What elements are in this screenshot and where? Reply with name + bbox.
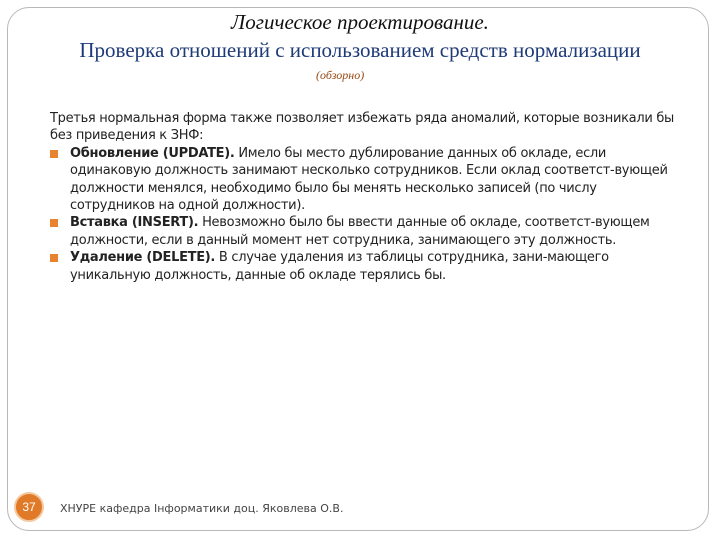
bullet-term: Обновление (UPDATE). (70, 145, 235, 161)
bullet-text: В случае удаления из таблицы сотрудника, зани-мающего уникальную должность, данные об окладе терялись бы. (70, 250, 609, 283)
footer-text: ХНУРЕ кафедра Інформатики доц. Яковлева О.В. (60, 502, 344, 515)
slide-note: (обзорно) (316, 68, 365, 82)
slide-content (50, 110, 675, 284)
slide-title: Логическое проектирование. (231, 10, 489, 34)
bullet-term: Вставка (INSERT). (70, 215, 199, 231)
bullet-list (50, 145, 675, 284)
bullet-text: Имело бы место дублирование данных об окладе, если одинаковую должность занимают несколько сотрудников. Если оклад соответст-вующей должности менялся, необходимо было бы менять несколько записей (по числу сотрудников на одной должности). (70, 145, 668, 214)
square-bullet-icon (50, 254, 58, 262)
square-bullet-icon (50, 150, 58, 158)
slide-subtitle: Проверка отношений с использованием средств нормализации (79, 38, 641, 62)
page-number-badge: 37 (14, 492, 44, 522)
bullet-text: Невозможно было бы ввести данные об окладе, соответст-вующем должности, если в данный момент нет сотрудника, занимающего эту должность. (70, 215, 650, 248)
bullet-term: Удаление (DELETE). (70, 250, 216, 266)
square-bullet-icon (50, 219, 58, 227)
bullet-item-insert (50, 214, 675, 249)
bullet-item-update (50, 145, 675, 215)
intro-paragraph: Третья нормальная форма также позволяет избежать ряда аномалий, которые возникали бы без приведения к ЗНФ: (50, 111, 675, 144)
bullet-item-delete (50, 249, 675, 284)
